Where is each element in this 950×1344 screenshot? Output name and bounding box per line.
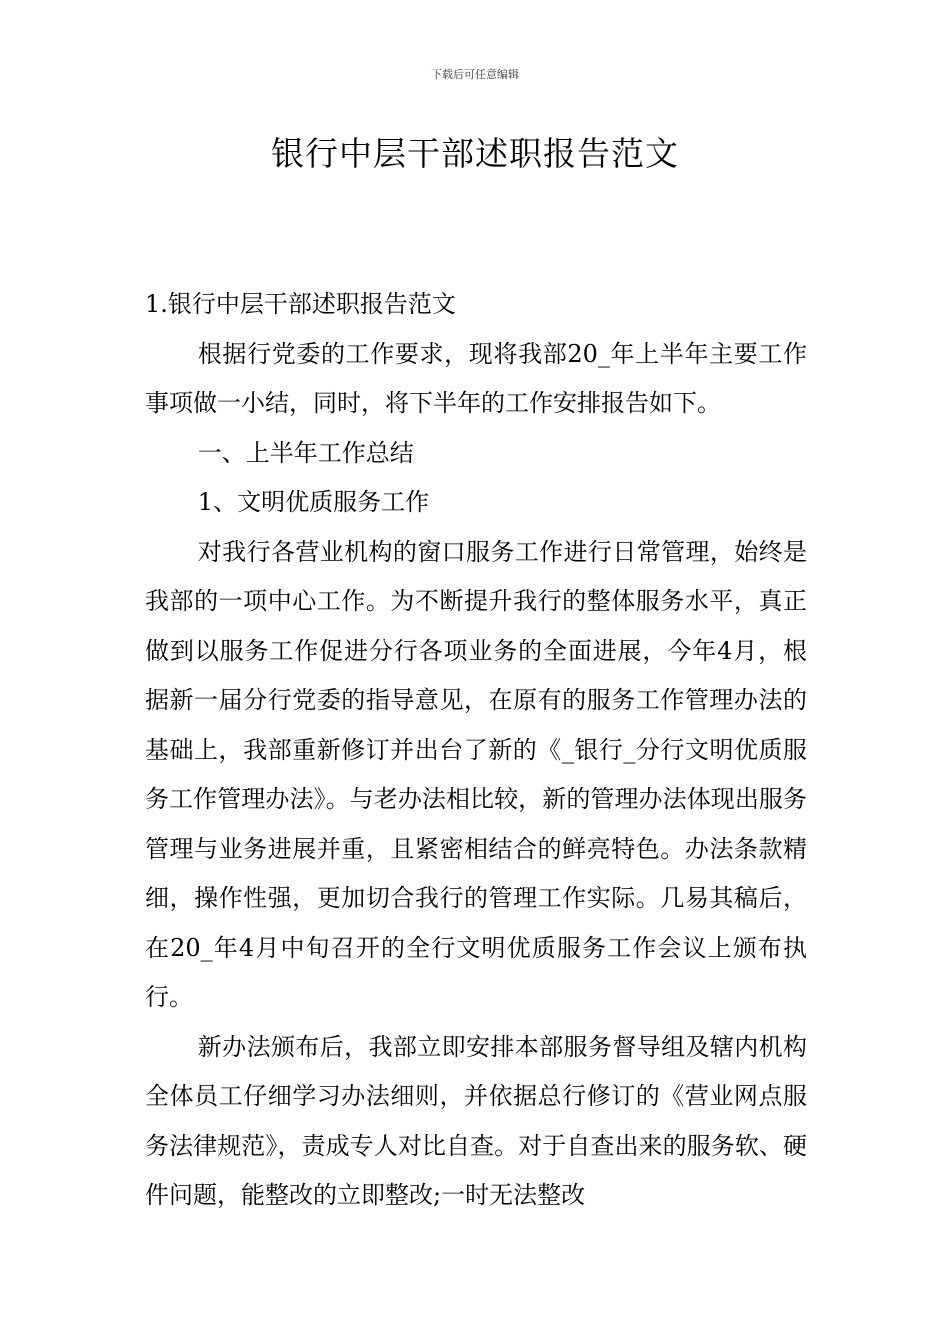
header-note: 下载后可任意编辑 [431, 68, 519, 81]
section-heading: 1.银行中层干部述职报告范文 [145, 290, 456, 318]
paragraph-intro: 根据行党委的工作要求，现将我部20_年上半年主要工作事项做一小结，同时，将下半年的工作安排报告如下。 [145, 339, 807, 417]
document-body [145, 280, 807, 1221]
paragraph-service-management: 对我行各营业机构的窗口服务工作进行日常管理，始终是我部的一项中心工作。为不断提升我行的整体服务水平，真正做到以服务工作促进分行各项业务的全面进展，今年4月，根据新一届分行党委的指导意见，在原有的服务工作管理办法的基础上，我部重新修订并出台了新的《_银行_分行文明优质服务工作管理办法》。与老办法相比较，新的管理办法体现出服务管理与业务进展并重，且紧密相结合的鲜亮特色。办法条款精细，操作性强，更加切合我行的管理工作实际。几易其稿后，在20_年4月中旬召开的全行文明优质服务工作会议上颁布执行。 [145, 537, 807, 1011]
document-title: 银行中层干部述职报告范文 [271, 134, 679, 173]
paragraph-new-measures: 新办法颁布后，我部立即安排本部服务督导组及辖内机构全体员工仔细学习办法细则，并依据总行修订的《营业网点服务法律规范》，责成专人对比自查。对于自查出来的服务软、硬件问题，能整改的立即整改;一时无法整改 [145, 1032, 807, 1209]
paragraph-subheading: 1、文明优质服务工作 [197, 488, 430, 516]
paragraph-part-heading: 一、上半年工作总结 [197, 438, 414, 467]
